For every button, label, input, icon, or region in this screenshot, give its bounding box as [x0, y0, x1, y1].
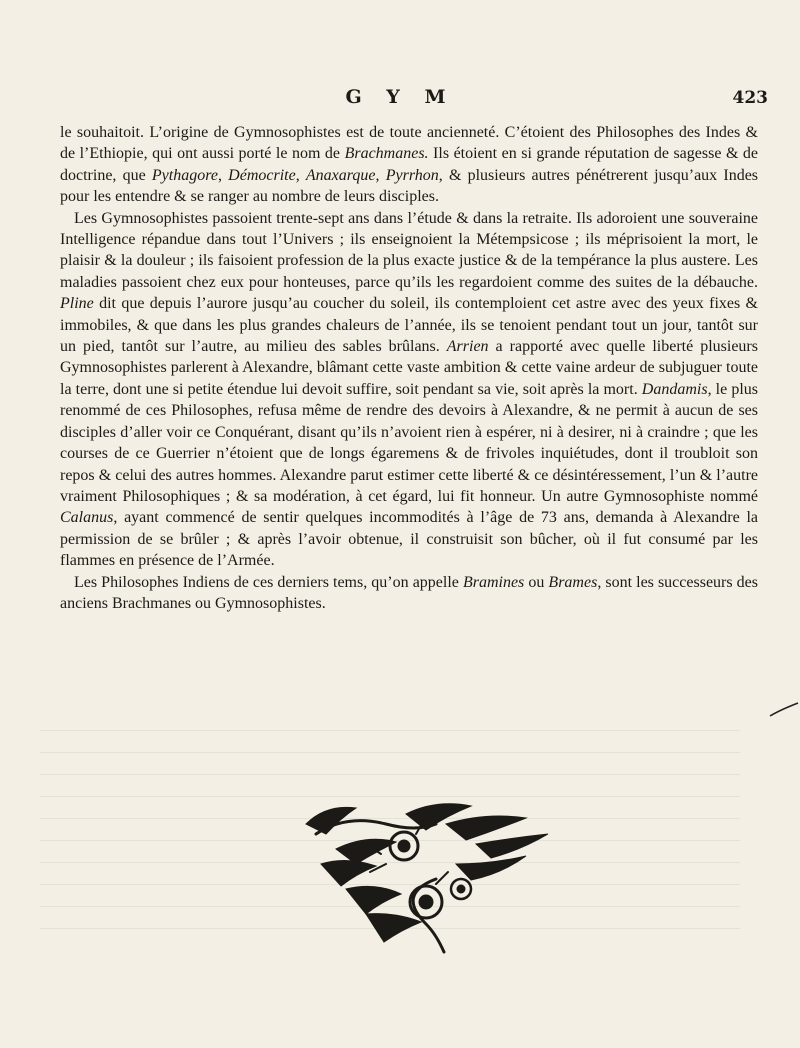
paragraph	[60, 122, 758, 208]
text-run: Les Philosophes Indiens de ces derniers tems, qu’on appelle	[74, 573, 463, 591]
text-run: Les Gymnosophistes passoient trente-sept ans dans l’étude & dans la retraite. Ils adoroient une souveraine Intelligence répandue dans tout l’Univers ; ils enseignoient la Métempsicose ; ils méprisoient la mort, le plaisir & la douleur ; ils faisoient profession de la plus exacte justice & de la tempérance la plus austere. Les maladies passoient chez eux pour honteuses, parce qu’ils les regardoient comme des suites de la débauche.	[60, 209, 758, 291]
paragraph	[60, 572, 758, 615]
text-run: ,	[217, 166, 229, 184]
text-run: Ils étoient en si grande réputation de sagesse & de doctrine, que	[60, 145, 759, 184]
text-run: , le plus renommé de ces Philosophes, refusa même de rendre des devoirs à Alexandre, & ne permit à aucun de ses disciples d’aller voir ce Conquérant, disant qu’ils n’avoient rien à espérer, ni à desirer, ni à craindre ; que les courses de ce Guerrier n’étoient que de longs égaremens & de frivoles inquiétudes, dont il troubloit son repos & celui des autres hommes. Alexandre parut estimer cette liberté & ce désintéressement, l’un & l’autre vraiment Philosophiques ; & sa modération, à cet égard, lui fit honneur. Un autre Gymnosophiste nommé	[60, 380, 758, 505]
italic-name: Anaxarque	[305, 166, 376, 184]
italic-name: Pythagore	[151, 166, 218, 184]
running-title: G Y M	[345, 86, 455, 108]
text-run: a rapporté avec quelle liberté plusieurs Gymnosophistes parlerent à Alexandre, blâmant cette vaste ambition & cette vaine ardeur de subjuguer toute la terre, dont une si petite étendue lui devoit suffire, soit pendant sa vie, soit après la mort.	[60, 338, 758, 398]
ink-mark	[768, 700, 800, 720]
text-run: , sont les successeurs des anciens Brachmanes ou Gymnosophistes.	[60, 573, 758, 612]
italic-name: Dandamis	[641, 380, 708, 398]
running-head	[0, 86, 800, 116]
floral-tailpiece-ornament	[286, 794, 556, 954]
italic-name: Arrien	[446, 338, 489, 356]
italic-name: Brachmanes.	[344, 145, 429, 163]
text-run: , ayant commencé de sentir quelques incommodités à l’âge de 73 ans, demanda à Alexandre la permission de se brûler ; & après l’avoir obtenue, il construisit son bûcher, où il fut consumé par les flammes en présence de l’Armée.	[60, 509, 758, 570]
italic-name: Brames	[548, 573, 598, 591]
italic-name: Calanus	[60, 509, 114, 527]
italic-name: Bramines	[462, 573, 525, 591]
italic-name: Pyrrhon	[385, 166, 439, 184]
text-run: le souhaitoit. L’origine de Gymnosophistes est de toute ancienneté. C’étoient des Philosophes des Indes & de l’Ethiopie, qui ont aussi porté le nom de	[60, 124, 758, 163]
text-body	[60, 122, 758, 614]
page-number: 423	[732, 88, 768, 108]
italic-name: Pline	[60, 295, 94, 313]
italic-name: Démocrite	[228, 166, 296, 184]
text-run: dit que depuis l’aurore jusqu’au coucher du soleil, ils contemploient cet astre avec des yeux fixes & immobiles, & que dans les plus grandes chaleurs de l’année, ils se tenoient pendant tout un jour, tantôt sur un pied, tantôt sur l’autre, au milieu des sables brûlans.	[60, 295, 758, 356]
text-run: ,	[375, 166, 386, 184]
paragraph	[60, 208, 758, 572]
text-run: ,	[295, 166, 306, 184]
text-run: , & plusieurs autres pénétrerent jusqu’aux Indes pour les entendre & se ranger au nombre de leurs disciples.	[60, 166, 759, 206]
text-run: ou	[524, 573, 549, 591]
